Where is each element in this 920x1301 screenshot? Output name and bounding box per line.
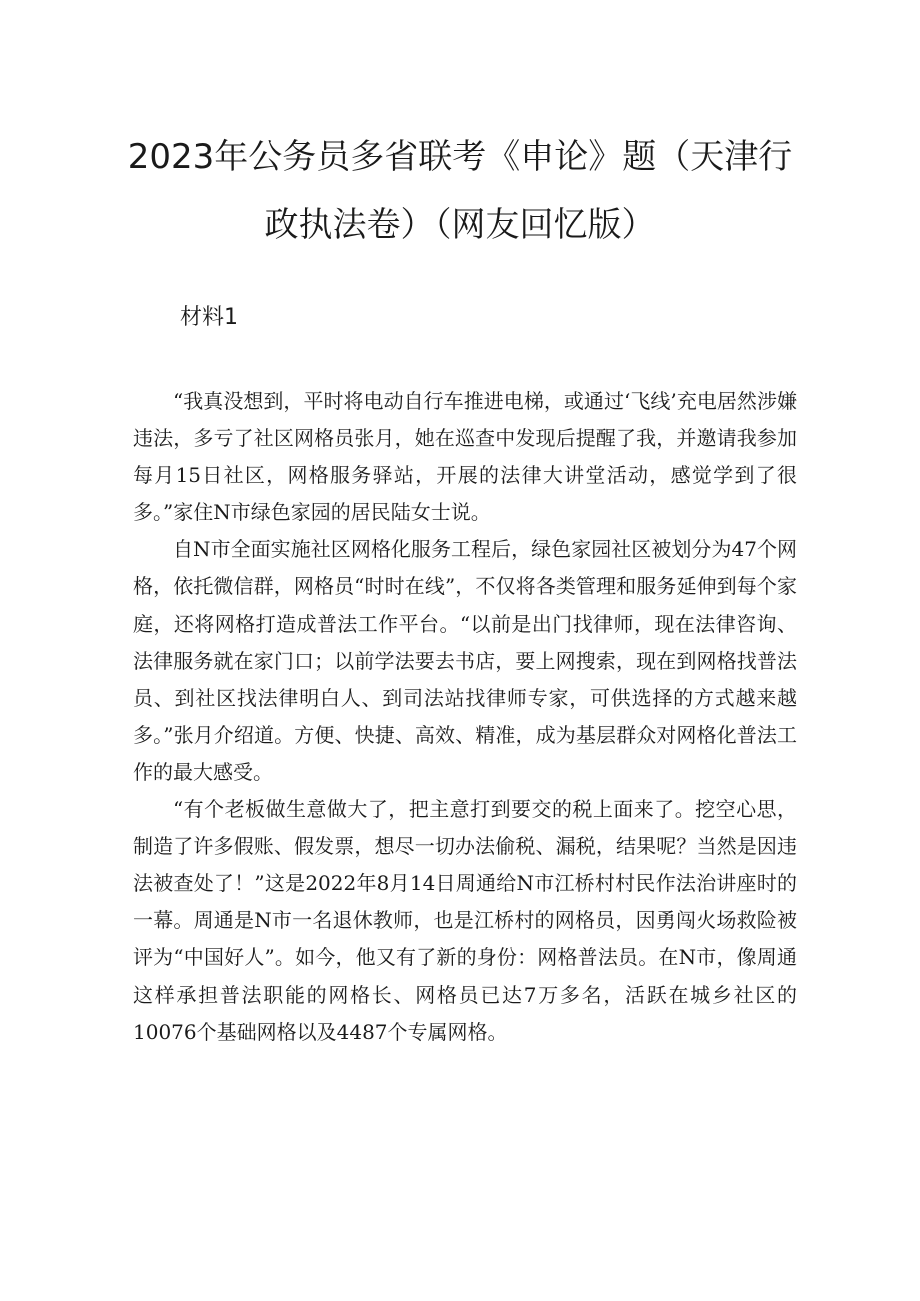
document-title-line-2: 政执法卷）（网友回忆版） <box>264 205 656 245</box>
document-title <box>100 123 820 259</box>
document-body <box>133 383 797 1051</box>
paragraph-3: “有个老板做生意做大了，把主意打到要交的税上面来了。挖空心思，制造了许多假账、假发票，想尽一切办法偷税、漏税，结果呢？当然是因违法被查处了！”这是2022年8月14日周通给N市江桥村村民作法治讲座时的一幕。周通是N市一名退休教师，也是江桥村的网格员，因勇闯火场救险被评为“中国好人”。如今，他又有了新的身份：网格普法员。在N市，像周通这样承担普法职能的网格长、网格员已达7万多名，活跃在城乡社区的10076个基础网格以及4487个专属网格。 <box>133 797 797 1044</box>
section-label: 材料1 <box>180 305 238 330</box>
document-title-line-1: 2023年公务员多省联考《申论》题（天津行 <box>127 137 793 177</box>
paragraph-1: “我真没想到，平时将电动自行车推进电梯，或通过‘飞线’充电居然涉嫌违法，多亏了社区网格员张月，她在巡查中发现后提醒了我，并邀请我参加每月15日社区，网格服务驿站，开展的法律大讲堂活动，感觉学到了很多。”家住N市绿色家园的居民陆女士说。 <box>133 389 797 525</box>
paragraph-2: 自N市全面实施社区网格化服务工程后，绿色家园社区被划分为47个网格，依托微信群，网格员“时时在线”，不仅将各类管理和服务延伸到每个家庭，还将网格打造成普法工作平台。“以前是出门找律师，现在法律咨询、法律服务就在家门口；以前学法要去书店，要上网搜索，现在到网格找普法员、到社区找法律明白人、到司法站找律师专家，可供选择的方式越来越多。”张月介绍道。方便、快捷、高效、精准，成为基层群众对网格化普法工作的最大感受。 <box>133 537 797 784</box>
